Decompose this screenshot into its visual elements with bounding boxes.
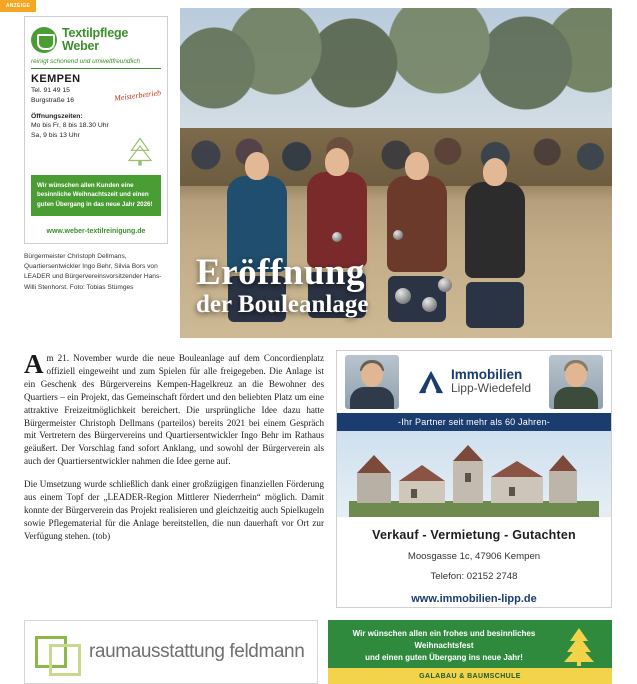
hero-headline bbox=[196, 251, 370, 320]
article-paragraph-1-text: m 21. November wurde die neue Bouleanlage auf dem Concordienplatz offiziell eingeweiht und zum Spielen für alle freigegeben. Die Anlage ist ein Geschenk des Bürgervereins Kempen-Hagelkreuz an die Bewohner des Quartiers – ein Projekt, das Gemeinschaft fördert und den beliebten Platz um eine attraktive Freizeitmöglichkeit bereichert. Die ursprüngliche Idee dazu hatte Bürgermeister Christoph Dellmans (parteilos) bereits 2021 bei einem Gespräch mit Vertretern des Bürgervereins und Quartiersentwickler Ingo Behr im Rathaus geäußert. Der Vorschlag fand sofort Anklang, und sowohl der Bürgerverein als auch der Quartiersentwickler nahmen die Idee gerne auf. bbox=[24, 353, 324, 467]
article-body bbox=[24, 349, 324, 553]
boule-ball-icon bbox=[332, 232, 342, 242]
immo-phone: Telefon: 02152 2748 bbox=[430, 571, 518, 582]
boule-ball-icon bbox=[395, 288, 411, 304]
ad-textilpflege-weber[interactable] bbox=[24, 16, 168, 244]
christmas-tree-icon bbox=[123, 135, 157, 169]
weber-claim: reinigt schonend und umweltfreundlich bbox=[31, 58, 141, 66]
weber-city: KEMPEN bbox=[31, 73, 81, 86]
castle-illustration-icon bbox=[349, 443, 599, 517]
weber-meisterbetrieb: Meisterbetrieb bbox=[113, 88, 162, 103]
immo-brand-line2: Lipp-Wiedefeld bbox=[450, 381, 532, 396]
immo-tagline: -Ihr Partner seit mehr als 60 Jahren- bbox=[337, 413, 611, 431]
hero-headline-line1: Eröffnung bbox=[196, 251, 365, 293]
hero-photo bbox=[180, 8, 612, 338]
weber-brand-line2: Weber bbox=[62, 39, 99, 54]
weber-hours-line1: Mo bis Fr, 8 bis 18.30 Uhr bbox=[31, 121, 109, 129]
photo-caption: Bürgermeister Christoph Dellmans, Quartiersentwickler Ingo Behr, Silvia Bors von LEADER und Bürgervereinsvorsitzender Hans-Willi Stenhorst. Foto: Tobias Stümges bbox=[24, 253, 162, 291]
article-paragraph-2: Die Umsetzung wurde schließlich dank einer großzügigen finanziellen Förderung aus einem Topf der „LEADER-Region Mittlerer Niederrhein“ möglich. Damit konnte der Bürgerverein das Projekt realisieren und gleichzeitig auch Spielkugeln sowie Pflegematerial für die Anlage bereitstellen, die nun dauerhaft vor Ort zur Verfügung stehen. (tob) bbox=[24, 479, 324, 541]
immo-services: Verkauf - Vermietung - Gutachten bbox=[372, 528, 576, 542]
weber-street: Burgstraße 16 bbox=[31, 97, 75, 105]
anzeige-tag: ANZEIGE bbox=[0, 0, 36, 12]
boule-ball-icon bbox=[393, 230, 403, 240]
immo-header bbox=[337, 351, 611, 413]
agent-portrait-icon bbox=[345, 355, 399, 409]
weber-website[interactable]: www.weber-textilreinigung.de bbox=[46, 228, 146, 235]
ad-galabau-weihnachten[interactable] bbox=[328, 620, 612, 684]
weber-logo-row bbox=[25, 17, 167, 55]
weber-greeting: Wir wünschen allen Kunden eine besinnliche Weihnachtszeit und einen guten Übergang in das neue Jahr 2026! bbox=[31, 175, 161, 216]
garment-circle-icon bbox=[31, 27, 57, 53]
xmas-greeting-line2: und einen guten Übergang ins neue Jahr! bbox=[365, 653, 523, 662]
weber-hours-heading: Öffnungszeiten: bbox=[31, 112, 83, 120]
weber-brand-line1: Textilpflege bbox=[62, 26, 129, 40]
letter-a-logo-icon bbox=[417, 369, 445, 395]
immo-brand-line1: Immobilien bbox=[450, 367, 523, 383]
immo-wordmark bbox=[451, 368, 531, 395]
ad-raumausstattung-feldmann[interactable] bbox=[24, 620, 318, 684]
boule-ball-icon bbox=[422, 297, 437, 312]
feldmann-name: raumausstattung feldmann bbox=[89, 641, 305, 662]
christmas-tree-icon bbox=[562, 626, 596, 666]
ad-immobilien-lipp-wiedefeld[interactable] bbox=[336, 350, 612, 608]
agent-portrait-icon bbox=[549, 355, 603, 409]
xmas-greeting bbox=[338, 628, 550, 664]
hero-headline-line2: der Bouleanlage bbox=[196, 291, 369, 319]
immo-address: Moosgasse 1c, 47906 Kempen bbox=[407, 551, 541, 562]
weber-hours-line2: Sa, 9 bis 13 Uhr bbox=[31, 131, 80, 139]
article-paragraph-1 bbox=[24, 349, 324, 468]
immo-website[interactable]: www.immobilien-lipp.de bbox=[411, 593, 537, 605]
boule-ball-icon bbox=[438, 278, 452, 292]
article-dropcap: A bbox=[24, 349, 44, 379]
immo-brand bbox=[399, 368, 549, 395]
weber-phone: Tel. 91 49 15 bbox=[31, 87, 70, 95]
weber-brand bbox=[62, 27, 128, 53]
two-squares-logo-icon bbox=[35, 632, 79, 672]
kempen-castle-photo bbox=[337, 431, 611, 517]
person-figure bbox=[458, 158, 532, 308]
xmas-greeting-line1: Wir wünschen allen ein frohes und besinnliches Weihnachtsfest bbox=[352, 629, 536, 650]
galabau-band: GALABAU & BAUMSCHULE bbox=[328, 668, 612, 684]
weber-divider bbox=[31, 68, 161, 69]
